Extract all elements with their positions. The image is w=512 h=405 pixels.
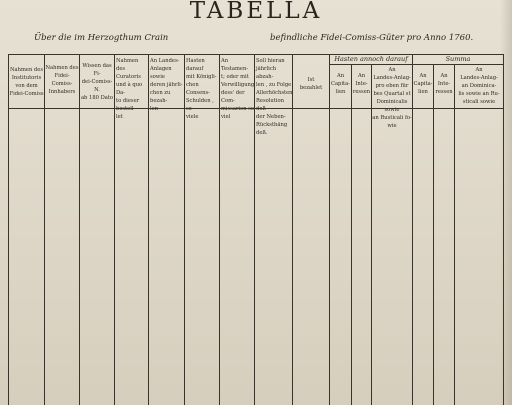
subtitle-left: Über die im Herzogthum Crain	[34, 33, 169, 43]
column-rule	[351, 64, 352, 405]
column-header-hasten-levies: An Landes-Anlag- pro eben für bes Quartal st Dominicalis sowie an Rusticali fo- wie	[372, 67, 412, 129]
column-header-comiss-number: Wissen das Fi- dei-Comiss- N. ab 180 Dato	[80, 63, 114, 101]
column-header-curator: Nahmen des Curatoris und à quo Da- to dieser bestell- let	[116, 58, 143, 120]
column-header-institutor: Nahmen des Institutoris von dem Fidei-Comiss	[9, 67, 44, 97]
column-header-summa-levies: An Landes-Anlag- an Dominica- lis sowie an Ru- sticali sowie	[458, 67, 500, 105]
column-header-land-levies: An Landes- Anlagen sowie deren jährli- chen zu bezah- len	[150, 58, 183, 112]
column-rule	[148, 54, 149, 405]
group-header-rule	[329, 64, 504, 65]
column-header-hasten-capital: An Capita- lien	[331, 73, 350, 95]
column-header-testament: An Testamen- t; oder mit Verwilligung dess' der Com- missarien so viel	[221, 58, 255, 120]
column-rule	[184, 54, 185, 405]
page-title: TABELLA	[189, 0, 323, 24]
column-header-paid: Ist bezahlet	[299, 77, 323, 91]
column-header-summa-capital: An Capita- lien	[413, 73, 433, 95]
column-header-annual-repayment: Soll hieran jährlich abzah- len , zu Folge Allerhöchsten Resolution deß der Neben- Rücksthäng deß.	[256, 58, 293, 136]
column-header-holder: Nahmen des Fidei-Comiss- Innhabers	[45, 65, 79, 95]
column-rule	[433, 64, 434, 405]
column-rule	[454, 64, 455, 405]
column-rule	[114, 54, 115, 405]
column-rule	[292, 54, 293, 405]
subtitle-right: befindliche Fidei-Comiss-Güter pro Anno 1760.	[270, 33, 474, 43]
column-rule	[503, 54, 504, 405]
column-rule	[254, 54, 255, 405]
column-header-hasten-interest: An Inte- ressen	[352, 73, 371, 95]
group-header-hasten: Hasten annoch darauf	[334, 55, 408, 63]
column-header-royal-consent-debts: Hasten darauf mit Königli- chen Consens- Schulden , so viele	[186, 58, 217, 120]
column-rule	[219, 54, 220, 405]
group-header-summa: Summa	[445, 55, 471, 63]
column-header-summa-interest: An Inte- ressen	[435, 73, 453, 95]
